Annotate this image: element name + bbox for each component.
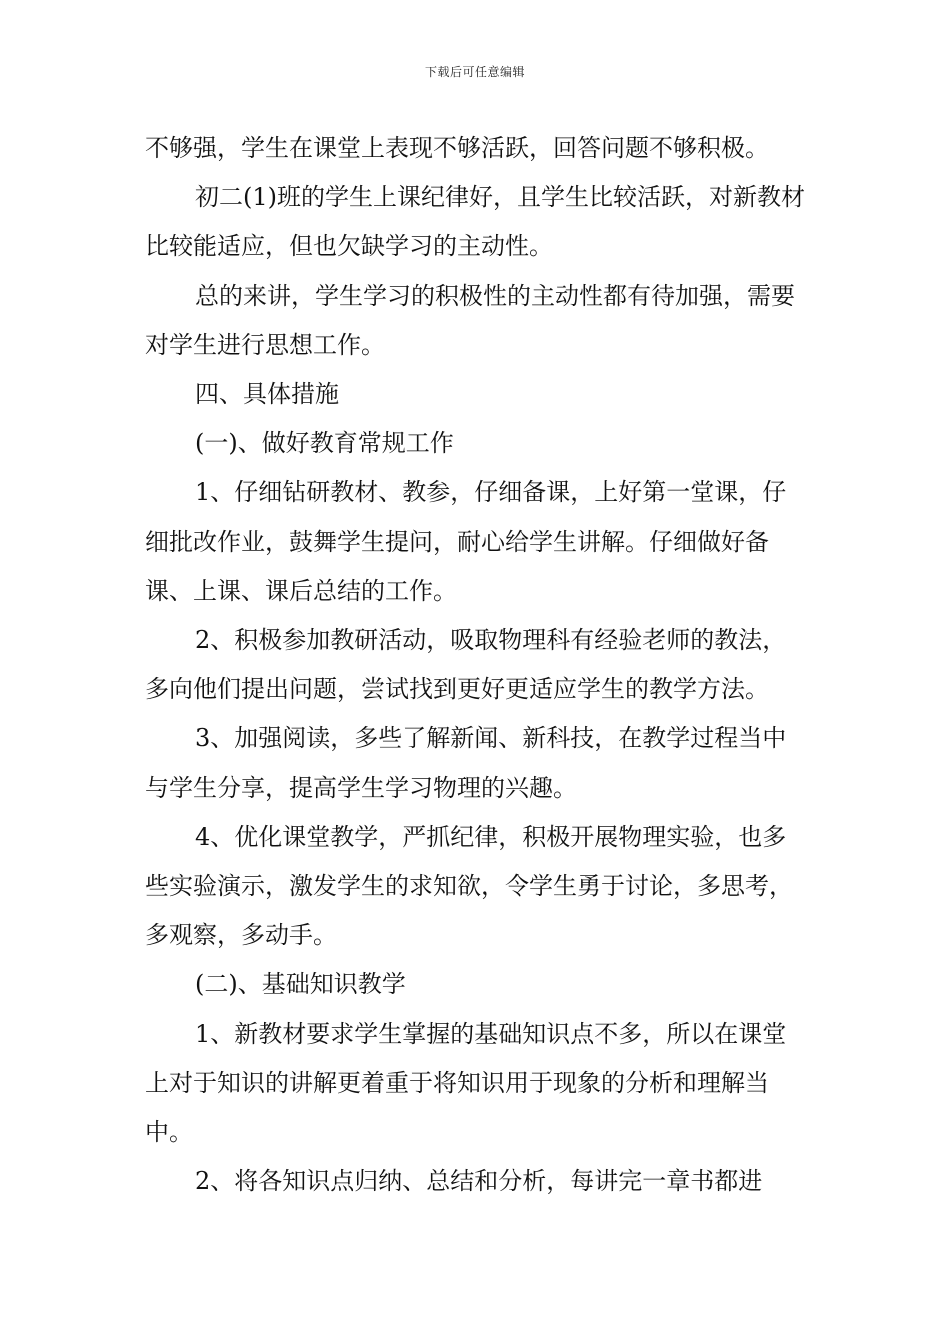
page-header: 下载后可任意编辑	[424, 65, 525, 79]
list-item: 3、加强阅读，多些了解新闻、新科技，在教学过程当中与学生分享，提高学生学习物理的兴趣。	[145, 724, 787, 802]
paragraph: 不够强，学生在课堂上表现不够活跃，回答问题不够积极。	[145, 134, 769, 162]
list-item: 1、仔细钻研教材、教参，仔细备课，上好第一堂课，仔细批改作业，鼓舞学生提问，耐心给学生讲解。仔细做好备课、上课、课后总结的工作。	[145, 478, 787, 605]
document-body	[145, 124, 810, 1206]
list-item: 2、积极参加教研活动，吸取物理科有经验老师的教法，多向他们提出问题，尝试找到更好更适应学生的教学方法。	[145, 626, 787, 704]
paragraph: 初二(1)班的学生上课纪律好，且学生比较活跃，对新教材比较能适应，但也欠缺学习的主动性。	[145, 183, 805, 261]
paragraph: 总的来讲，学生学习的积极性的主动性都有待加强，需要对学生进行思想工作。	[145, 281, 795, 359]
list-item: 2、将各知识点归纳、总结和分析，每讲完一章书都进	[195, 1167, 763, 1196]
list-item: 1、新教材要求学生掌握的基础知识点不多，所以在课堂上对于知识的讲解更着重于将知识用于现象的分析和理解当中。	[145, 1019, 787, 1147]
subsection-heading: (一)、做好教育常规工作	[195, 429, 454, 458]
subsection-heading: (二)、基础知识教学	[195, 970, 406, 999]
section-heading: 四、具体措施	[195, 380, 339, 409]
list-item: 4、优化课堂教学，严抓纪律，积极开展物理实验，也多些实验演示，激发学生的求知欲，令学生勇于讨论，多思考，多观察，多动手。	[145, 822, 793, 950]
